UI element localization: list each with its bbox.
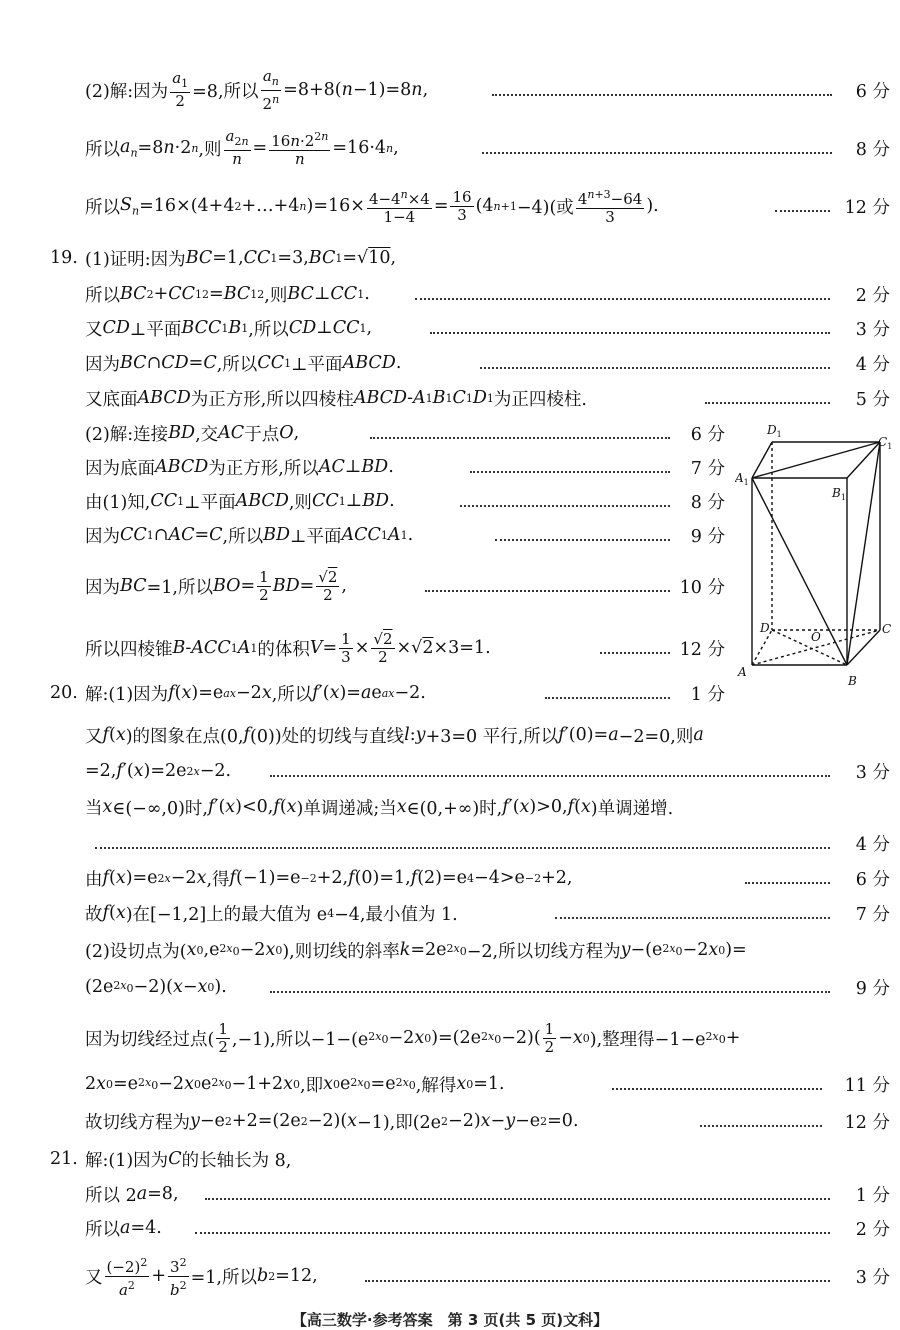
score: 9 分 bbox=[690, 526, 725, 547]
line-20-1e bbox=[0, 823, 900, 863]
dot-leader bbox=[470, 471, 670, 473]
line-20-2c bbox=[0, 1018, 900, 1058]
math-text: 又 $\frac{(-2)^2}{a^2}$ + $\frac{3^2}{b^2}$ =1,所以 b 2 =12, bbox=[85, 1255, 318, 1299]
label-a1: $A_1$ bbox=[735, 471, 749, 487]
dot-leader bbox=[460, 505, 670, 507]
edge-a1b bbox=[752, 478, 847, 665]
dot-leader bbox=[95, 847, 830, 849]
score: 12 分 bbox=[679, 639, 725, 660]
math-text: (2)解:连接 BD ,交 AC 于点 O , bbox=[85, 423, 300, 445]
math-text: 所以 $S_n$ =16×(4+4 2 +…+4 n )=16× $\frac{4-4^n\times 4}{1-4}$ = $\frac{16}{3}$ (4 n+1 −4)(或 $\frac{4^{n+3}-64}{3}$ ). bbox=[85, 187, 659, 226]
line-18-2a bbox=[0, 66, 900, 113]
score: 4 分 bbox=[855, 354, 890, 375]
dot-leader bbox=[195, 1232, 830, 1234]
score: 2 分 bbox=[855, 1219, 890, 1240]
math-text: (2)设切点为( x 0 ,e $2x_0$ −2 x 0 ),则切线的斜率 k =2e $2x_0$ −2,所以切线方程为 y −(e $2x_0$ −2 x 0 )= bbox=[85, 940, 747, 962]
line-18-2b bbox=[0, 128, 900, 168]
line-19-1d bbox=[0, 343, 900, 383]
line-19-1a bbox=[0, 238, 900, 278]
line-21-1d bbox=[0, 1255, 900, 1299]
dot-leader bbox=[270, 991, 830, 993]
math-text: 因为底面 ABCD 为正方形,所以 AC ⊥ BD . bbox=[85, 457, 394, 479]
label-d1: $D_1$ bbox=[767, 423, 782, 439]
dot-leader bbox=[612, 1088, 822, 1090]
math-text: 因为切线经过点( $\frac{1}{2}$ ,−1),所以−1−(e $2x_0$ −2 x 0 )=(2e $2x_0$ −2)( $\frac{1}{2}$ − x 0 ),整理得−1−e $2x_0$ + bbox=[85, 1019, 741, 1056]
line-20-1b bbox=[0, 715, 900, 755]
math-text: 又底面 ABCD 为正方形,所以四棱柱 ABCD - A 1 B 1 C 1 D 1 为正四棱柱. bbox=[85, 388, 587, 410]
line-21-1a bbox=[0, 1139, 900, 1179]
dot-leader bbox=[365, 1280, 830, 1282]
score: 3 分 bbox=[855, 1267, 890, 1288]
dot-leader bbox=[370, 437, 670, 439]
math-text: 因为 BC ∩ CD = C ,所以 CC 1 ⊥平面 ABCD . bbox=[85, 353, 402, 375]
dot-leader bbox=[700, 1125, 822, 1127]
math-text: 所以 a =4. bbox=[85, 1218, 162, 1240]
question-number: 20. bbox=[50, 683, 78, 703]
score: 12 分 bbox=[844, 197, 890, 218]
score: 6 分 bbox=[855, 81, 890, 102]
score: 9 分 bbox=[855, 978, 890, 999]
label-c1: $C_1$ bbox=[878, 435, 893, 451]
line-20-2e bbox=[0, 1101, 900, 1141]
math-text: 所以 $a_n$ =8 n ·2 n ,则 $\frac{a_{2n}}{n}$ = $\frac{16n\cdot 2^{2n}}{n}$ =16·4 n , bbox=[85, 127, 399, 168]
dot-leader bbox=[705, 402, 830, 404]
math-text: (1)证明:因为 BC =1, CC 1 =3, BC 1 =√ 10 , bbox=[85, 248, 397, 270]
question-number: 21. bbox=[50, 1149, 78, 1169]
math-text: 故切线方程为 y −e 2 +2=(2e 2 −2)( x −1),即(2e 2 −2) x − y −e 2 =0. bbox=[85, 1111, 579, 1133]
score: 6 分 bbox=[855, 869, 890, 890]
math-text: 当 x ∈(−∞,0)时, f ′( x )<0, f ( x )单调递减;当 x ∈(0,+∞)时, f ′( x )>0, f ( x )单调递增. bbox=[85, 797, 674, 819]
score: 10 分 bbox=[679, 577, 725, 598]
score: 3 分 bbox=[855, 319, 890, 340]
score: 2 分 bbox=[855, 285, 890, 306]
line-20-1d bbox=[0, 787, 900, 827]
math-text: 又 f ( x )的图象在点(0, f (0))处的切线与直线 l : y +3=0 平行,所以 f ′(0)= a −2=0,则 a bbox=[85, 725, 704, 747]
dot-leader bbox=[492, 94, 832, 96]
score: 6 分 bbox=[690, 424, 725, 445]
math-text: 解:(1)因为 f ( x )=e ax −2 x ,所以 f ′( x )= a e ax −2. bbox=[85, 683, 426, 705]
math-text: 由(1)知, CC 1 ⊥平面 ABCD ,则 CC 1 ⊥ BD . bbox=[85, 491, 395, 513]
label-a: A bbox=[738, 665, 747, 679]
dot-leader bbox=[555, 917, 830, 919]
score: 8 分 bbox=[855, 139, 890, 160]
line-20-1g bbox=[0, 893, 900, 933]
dot-leader bbox=[430, 332, 830, 334]
math-text: 所以 2 a =8, bbox=[85, 1184, 179, 1206]
line-20-2b bbox=[0, 967, 900, 1007]
dot-leader bbox=[745, 882, 830, 884]
label-b1: $B_1$ bbox=[832, 486, 846, 502]
score: 3 分 bbox=[855, 762, 890, 783]
math-text: 故 f ( x )在[−1,2]上的最大值为 e 4 −4,最小值为 1. bbox=[85, 903, 458, 925]
score: 5 分 bbox=[855, 389, 890, 410]
score: 7 分 bbox=[855, 904, 890, 925]
line-20-2d bbox=[0, 1064, 900, 1104]
score: 4 分 bbox=[855, 834, 890, 855]
line-20-1a bbox=[0, 673, 900, 713]
prism-figure bbox=[735, 415, 895, 700]
math-text: 由 f ( x )=e 2x −2 x ,得 f (−1)=e −2 +2, f (0)=1, f (2)=e 4 −4>e −2 +2, bbox=[85, 868, 573, 890]
math-text: 解:(1)因为 C 的长轴长为 8, bbox=[85, 1149, 292, 1171]
line-19-1c bbox=[0, 308, 900, 348]
math-text: =2, f ′( x )=2e 2x −2. bbox=[85, 761, 232, 781]
math-text: 所以四棱锥 B - ACC 1 A 1 的体积 V = $\frac{1}{3}$ × $\frac{√2}{2}$ ×√ 2 ×3=1. bbox=[85, 629, 491, 666]
dot-leader bbox=[205, 1198, 830, 1200]
dot-leader bbox=[270, 775, 830, 777]
score: 1 分 bbox=[690, 684, 725, 705]
score: 8 分 bbox=[690, 492, 725, 513]
math-text: 所以 BC 2 + CC 1 2 = BC 1 2 ,则 BC ⊥ CC 1 . bbox=[85, 284, 370, 306]
score: 1 分 bbox=[855, 1185, 890, 1206]
math-text: 因为 CC 1 ∩ AC = C ,所以 BD ⊥平面 ACC 1 A 1 . bbox=[85, 525, 414, 547]
math-text: (2)解:因为 $\frac{a_1}{2}$ =8,所以 $\frac{a_n}{2^n}$ =8+8( n −1)=8 n , bbox=[85, 66, 429, 113]
score: 12 分 bbox=[844, 1112, 890, 1133]
line-20-1c bbox=[0, 751, 900, 791]
line-18-2c bbox=[0, 186, 900, 226]
line-20-1f bbox=[0, 858, 900, 898]
dot-leader bbox=[545, 697, 670, 699]
question-number: 19. bbox=[50, 248, 78, 268]
math-text: 2 x 0 =e $2x_0$ −2 x 0 e $2x_0$ −1+2 x 0 ,即 x 0 e $2x_0$ =e $2x_0$ ,解得 x 0 =1. bbox=[85, 1074, 505, 1096]
math-text: 又 CD ⊥平面 BCC 1 B 1 ,所以 CD ⊥ CC 1 , bbox=[85, 318, 373, 340]
edge-ad bbox=[752, 630, 772, 665]
dot-leader bbox=[480, 367, 830, 369]
math-text: (2e $2x_0$ −2)( x − x 0 ). bbox=[85, 977, 227, 997]
dot-leader bbox=[495, 539, 670, 541]
edge-db bbox=[772, 630, 847, 665]
score: 7 分 bbox=[690, 458, 725, 479]
label-b: B bbox=[848, 674, 857, 688]
dot-leader bbox=[415, 298, 830, 300]
label-d: D bbox=[760, 621, 770, 635]
line-20-2a bbox=[0, 930, 900, 970]
math-text: 因为 BC =1,所以 BO = $\frac{1}{2}$ BD = $\frac{√2}{2}$ , bbox=[85, 567, 347, 604]
page-footer: 【高三数学·参考答案 第 3 页(共 5 页)文科】 bbox=[291, 1311, 609, 1329]
label-c: C bbox=[882, 622, 892, 636]
dot-leader bbox=[425, 590, 670, 592]
dot-leader bbox=[482, 152, 832, 154]
edge-a1c1 bbox=[752, 442, 880, 478]
score: 11 分 bbox=[844, 1075, 890, 1096]
line-19-1e bbox=[0, 378, 900, 418]
label-o: O bbox=[811, 630, 821, 644]
line-21-1c bbox=[0, 1208, 900, 1248]
